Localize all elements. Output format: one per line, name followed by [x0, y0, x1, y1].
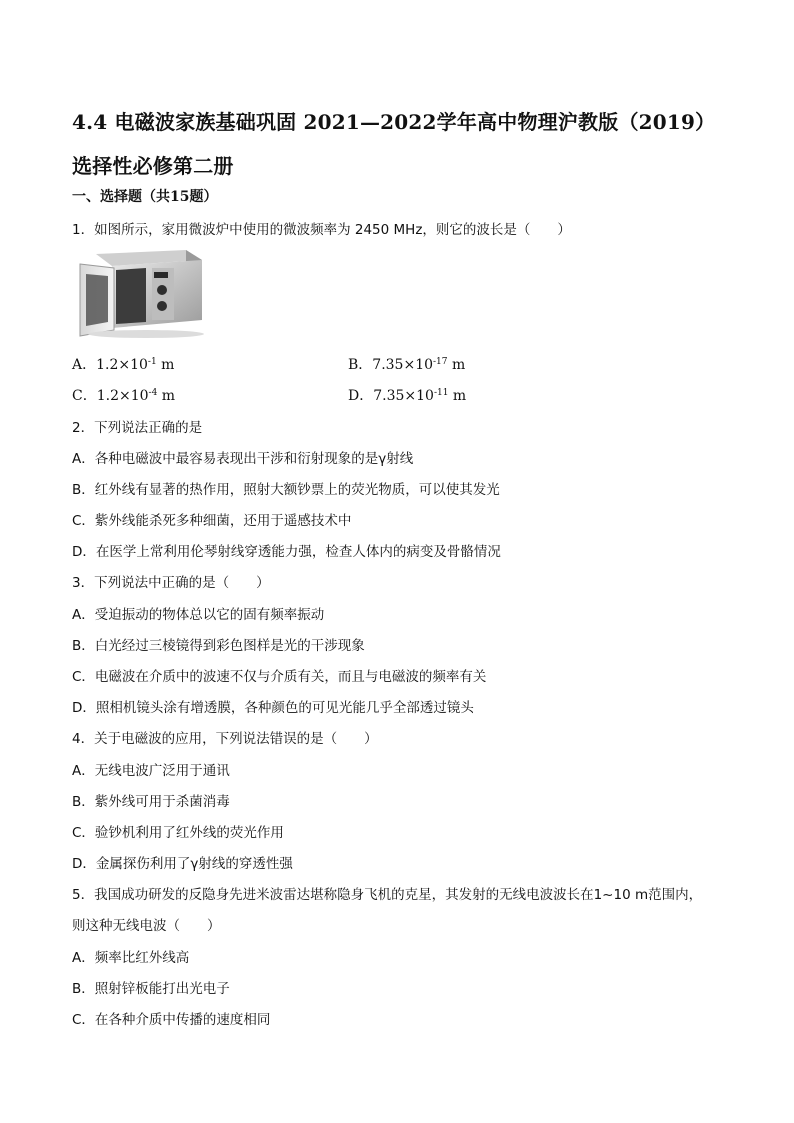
- question-3-option-a: A．受迫振动的物体总以它的固有频率振动: [72, 607, 325, 623]
- question-5-stem-line-2: 则这种无线电波（ ）: [72, 918, 221, 934]
- question-1-option-b: B．$7.35\times 10^{-17}$ m: [348, 357, 466, 373]
- question-2-stem: 2．下列说法正确的是: [72, 420, 203, 436]
- question-4-option-c: C．验钞机利用了红外线的荧光作用: [72, 825, 284, 841]
- question-4-option-d: D．金属探伤利用了γ射线的穿透性强: [72, 856, 293, 872]
- question-3-option-b: B．白光经过三棱镜得到彩色图样是光的干涉现象: [72, 638, 365, 654]
- question-2-option-c: C．紫外线能杀死多种细菌，还用于遥感技术中: [72, 513, 352, 529]
- question-3-option-c: C．电磁波在介质中的波速不仅与介质有关，而且与电磁波的频率有关: [72, 669, 487, 685]
- question-4-option-a: A．无线电波广泛用于通讯: [72, 763, 230, 779]
- question-3-option-d: D．照相机镜头涂有增透膜，各种颜色的可见光能几乎全部透过镜头: [72, 700, 474, 716]
- question-2-option-d: D．在医学上常利用伦琴射线穿透能力强，检查人体内的病变及骨骼情况: [72, 544, 501, 560]
- microwave-oven-image: [76, 244, 206, 340]
- page-title: 4.4 电磁波家族基础巩固 2021—2022学年高中物理沪教版（2019）选择性必修第二册: [72, 110, 716, 178]
- question-1-option-d: D．$7.35\times 10^{-11}$ m: [348, 388, 467, 404]
- question-1-stem: 1．如图所示，家用微波炉中使用的微波频率为 2450 MHz，则它的波长是（ ）: [72, 222, 571, 238]
- question-1-option-c: C．$1.2\times 10^{-4}$ m: [72, 388, 176, 404]
- question-5-stem-line-1: 5．我国成功研发的反隐身先进米波雷达堪称隐身飞机的克星，其发射的无线电波波长在1~10 m范围内，: [72, 887, 703, 903]
- question-2-option-a: A．各种电磁波中最容易表现出干涉和衍射现象的是γ射线: [72, 451, 414, 467]
- question-5-option-b: B．照射锌板能打出光电子: [72, 981, 230, 997]
- section-heading: 一、选择题（共15题）: [72, 189, 218, 205]
- question-4-stem: 4．关于电磁波的应用，下列说法错误的是（ ）: [72, 731, 378, 747]
- question-5-option-c: C．在各种介质中传播的速度相同: [72, 1012, 271, 1028]
- question-3-stem: 3．下列说法中正确的是（ ）: [72, 575, 270, 591]
- question-4-option-b: B．紫外线可用于杀菌消毒: [72, 794, 230, 810]
- question-1-option-a: A．$1.2\times 10^{-1}$ m: [72, 357, 175, 373]
- question-2-option-b: B．红外线有显著的热作用，照射大额钞票上的荧光物质，可以使其发光: [72, 482, 500, 498]
- question-5-option-a: A．频率比红外线高: [72, 950, 190, 966]
